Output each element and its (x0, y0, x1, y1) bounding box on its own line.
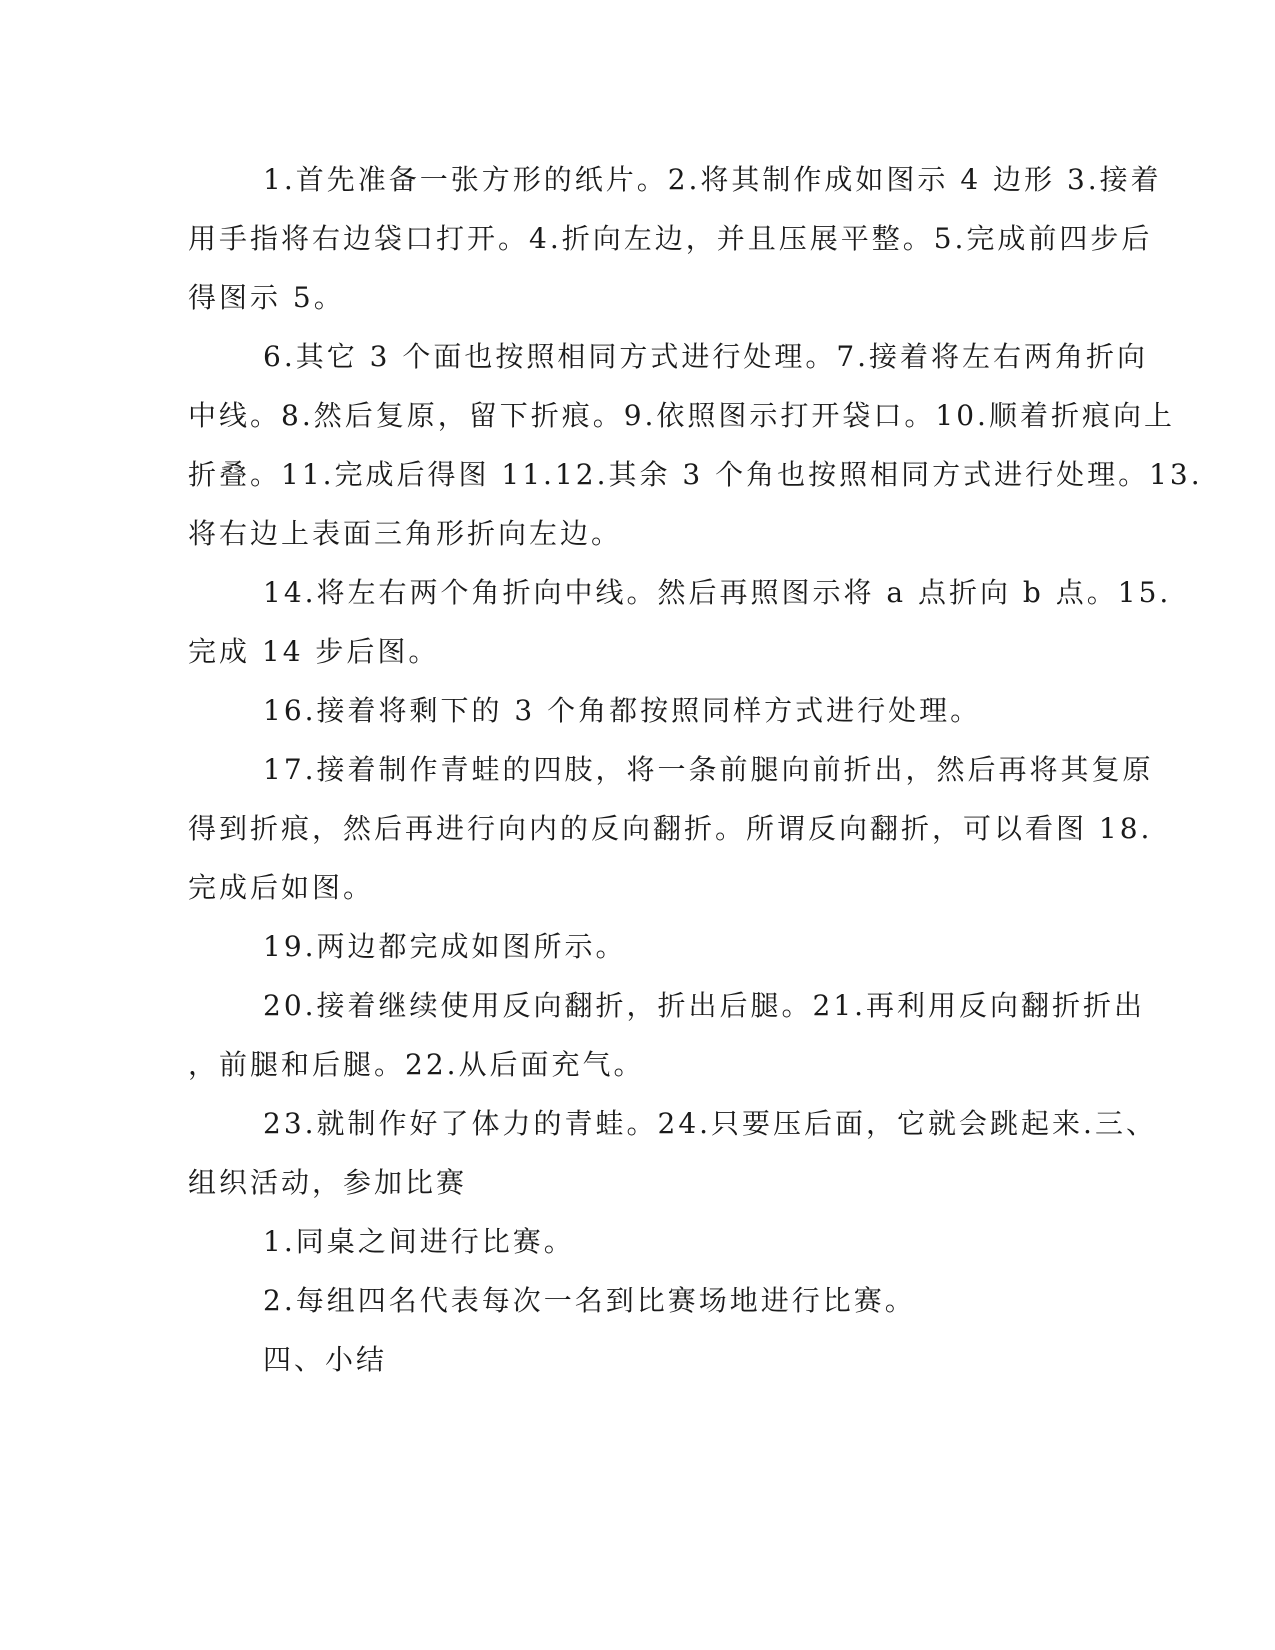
text-line: 6.其它 3 个面也按照相同方式进行处理。7.接着将左右两角折向 (263, 340, 1149, 373)
text-line: 折叠。11.完成后得图 11.12.其余 3 个角也按照相同方式进行处理。13. (188, 458, 1203, 491)
text-line: 20.接着继续使用反向翻折，折出后腿。21.再利用反向翻折折出 (263, 989, 1146, 1022)
text-line: 16.接着将剩下的 3 个角都按照同样方式进行处理。 (263, 694, 982, 727)
text-line: 1.同桌之间进行比赛。 (263, 1225, 575, 1258)
text-line: 将右边上表面三角形折向左边。 (188, 517, 623, 550)
text-line: 得图示 5。 (188, 281, 345, 314)
text-line: ，前腿和后腿。22.从后面充气。 (188, 1048, 645, 1081)
text-line: 2.每组四名代表每次一名到比赛场地进行比赛。 (263, 1284, 916, 1317)
text-line: 23.就制作好了体力的青蛙。24.只要压后面，它就会跳起来.三、 (263, 1107, 1157, 1140)
text-line: 中线。8.然后复原，留下折痕。9.依照图示打开袋口。10.顺着折痕向上 (188, 399, 1175, 432)
text-line: 组织活动，参加比赛 (188, 1166, 468, 1199)
text-line: 19.两边都完成如图所示。 (263, 930, 627, 963)
text-line: 1.首先准备一张方形的纸片。2.将其制作成如图示 4 边形 3.接着 (263, 163, 1162, 196)
text-line: 用手指将右边袋口打开。4.折向左边，并且压展平整。5.完成前四步后 (188, 222, 1153, 255)
text-line: 得到折痕，然后再进行向内的反向翻折。所谓反向翻折，可以看图 18. (188, 812, 1153, 845)
section-heading: 四、小结 (263, 1343, 388, 1376)
text-line: 14.将左右两个角折向中线。然后再照图示将 a 点折向 b 点。15. (263, 576, 1172, 609)
text-line: 完成 14 步后图。 (188, 635, 440, 668)
text-line: 完成后如图。 (188, 871, 375, 904)
text-line: 17.接着制作青蛙的四肢，将一条前腿向前折出，然后再将其复原 (263, 753, 1154, 786)
